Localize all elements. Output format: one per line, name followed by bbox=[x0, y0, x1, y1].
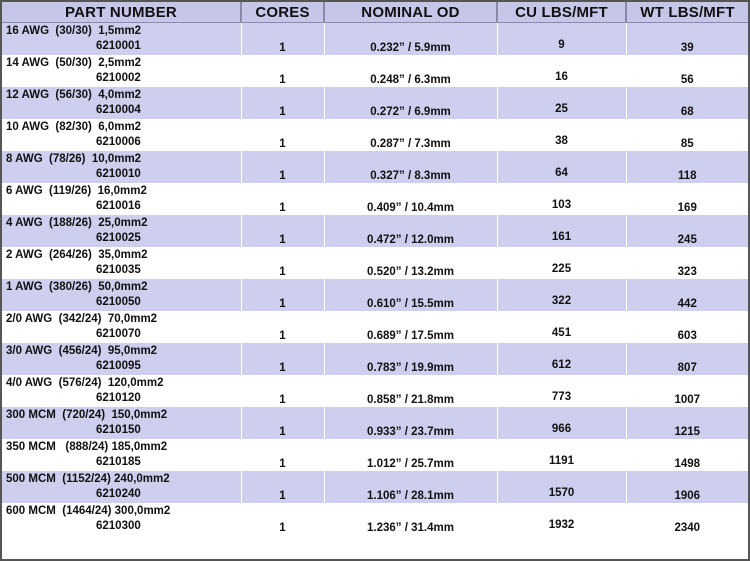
wt-cell bbox=[626, 247, 748, 279]
cu-cell bbox=[497, 503, 626, 535]
cu-cell bbox=[497, 343, 626, 375]
part-number: 6210300 bbox=[96, 520, 141, 532]
od-cell bbox=[324, 471, 497, 503]
table-row bbox=[2, 55, 748, 87]
cores-value: 1 bbox=[279, 458, 286, 470]
cores-cell bbox=[241, 183, 324, 215]
cu-cell bbox=[497, 215, 626, 247]
table-row bbox=[2, 375, 748, 407]
wt-value: 169 bbox=[677, 202, 697, 214]
wt-cell bbox=[626, 311, 748, 343]
cores-value: 1 bbox=[279, 362, 286, 374]
part-number: 6210050 bbox=[96, 296, 141, 308]
part-description: 10 AWG (82/30) 6,0mm2 bbox=[6, 121, 142, 133]
cores-cell bbox=[241, 471, 324, 503]
cores-cell bbox=[241, 407, 324, 439]
od-cell bbox=[324, 311, 497, 343]
cu-value: 1932 bbox=[548, 519, 575, 531]
od-cell bbox=[324, 279, 497, 311]
part-number: 6210004 bbox=[96, 104, 141, 116]
wt-value: 118 bbox=[677, 170, 697, 182]
header-nominal-od: NOMINAL OD bbox=[324, 2, 497, 23]
wt-cell bbox=[626, 407, 748, 439]
cu-cell bbox=[497, 407, 626, 439]
part-number: 6210010 bbox=[96, 168, 141, 180]
part-description: 3/0 AWG (456/24) 95,0mm2 bbox=[6, 345, 158, 357]
part-description: 2 AWG (264/26) 35,0mm2 bbox=[6, 249, 148, 261]
nominal-od-value: 0.472” / 12.0mm bbox=[367, 234, 454, 246]
cu-value: 225 bbox=[551, 263, 572, 275]
cu-cell bbox=[497, 471, 626, 503]
od-cell bbox=[324, 151, 497, 183]
wt-cell bbox=[626, 151, 748, 183]
cores-value: 1 bbox=[279, 266, 286, 278]
wt-value: 56 bbox=[680, 74, 694, 86]
part-cell bbox=[2, 55, 241, 87]
cores-cell bbox=[241, 23, 324, 56]
part-description: 16 AWG (30/30) 1,5mm2 bbox=[6, 25, 142, 37]
cores-cell bbox=[241, 279, 324, 311]
cu-cell bbox=[497, 279, 626, 311]
od-cell bbox=[324, 247, 497, 279]
cores-cell bbox=[241, 375, 324, 407]
header-row bbox=[2, 2, 748, 23]
nominal-od-value: 0.858” / 21.8mm bbox=[367, 394, 454, 406]
wt-value: 1007 bbox=[674, 394, 701, 406]
cu-value: 64 bbox=[555, 167, 568, 179]
cu-value: 103 bbox=[551, 199, 572, 211]
od-cell bbox=[324, 183, 497, 215]
table-row bbox=[2, 279, 748, 311]
cu-cell bbox=[497, 375, 626, 407]
part-number: 6210185 bbox=[96, 456, 141, 468]
wt-value: 2340 bbox=[674, 522, 701, 534]
header-wt-lbs-mft: WT LBS/MFT bbox=[626, 2, 748, 23]
part-number: 6210070 bbox=[96, 328, 141, 340]
wt-value: 1498 bbox=[674, 458, 701, 470]
wt-value: 323 bbox=[677, 266, 697, 278]
header-part-number: PART NUMBER bbox=[2, 2, 241, 23]
od-cell bbox=[324, 503, 497, 535]
cores-value: 1 bbox=[279, 298, 286, 310]
wt-cell bbox=[626, 87, 748, 119]
table-row bbox=[2, 407, 748, 439]
table-body bbox=[2, 23, 748, 536]
table-row bbox=[2, 343, 748, 375]
part-cell bbox=[2, 247, 241, 279]
cu-value: 9 bbox=[558, 39, 565, 51]
cu-cell bbox=[497, 439, 626, 471]
part-number: 6210016 bbox=[96, 200, 141, 212]
cores-cell bbox=[241, 439, 324, 471]
cores-cell bbox=[241, 343, 324, 375]
part-cell bbox=[2, 503, 241, 535]
wt-value: 807 bbox=[677, 362, 697, 374]
wt-cell bbox=[626, 23, 748, 56]
nominal-od-value: 0.783” / 19.9mm bbox=[367, 362, 454, 374]
od-cell bbox=[324, 215, 497, 247]
wt-value: 85 bbox=[680, 138, 694, 150]
part-description: 350 MCM (888/24) 185,0mm2 bbox=[6, 441, 168, 453]
nominal-od-value: 0.232” / 5.9mm bbox=[370, 42, 451, 54]
cu-value: 16 bbox=[555, 71, 568, 83]
table-row bbox=[2, 215, 748, 247]
table-row bbox=[2, 87, 748, 119]
table-row bbox=[2, 119, 748, 151]
wt-cell bbox=[626, 183, 748, 215]
cores-value: 1 bbox=[279, 42, 286, 54]
part-number: 6210095 bbox=[96, 360, 141, 372]
table-row bbox=[2, 311, 748, 343]
part-cell bbox=[2, 279, 241, 311]
nominal-od-value: 0.409” / 10.4mm bbox=[367, 202, 454, 214]
cores-value: 1 bbox=[279, 426, 286, 438]
cores-cell bbox=[241, 215, 324, 247]
wt-value: 603 bbox=[677, 330, 697, 342]
cu-value: 612 bbox=[551, 359, 572, 371]
part-description: 6 AWG (119/26) 16,0mm2 bbox=[6, 185, 147, 197]
cu-value: 161 bbox=[551, 231, 572, 243]
part-description: 2/0 AWG (342/24) 70,0mm2 bbox=[6, 313, 158, 325]
wt-cell bbox=[626, 343, 748, 375]
table-row bbox=[2, 247, 748, 279]
cu-value: 38 bbox=[555, 135, 568, 147]
part-number: 6210002 bbox=[96, 72, 141, 84]
nominal-od-value: 0.610” / 15.5mm bbox=[367, 298, 454, 310]
part-cell bbox=[2, 151, 241, 183]
cu-cell bbox=[497, 311, 626, 343]
table-row bbox=[2, 23, 748, 56]
part-cell bbox=[2, 471, 241, 503]
cu-cell bbox=[497, 23, 626, 56]
wt-cell bbox=[626, 119, 748, 151]
cores-cell bbox=[241, 55, 324, 87]
table-row bbox=[2, 439, 748, 471]
wt-cell bbox=[626, 215, 748, 247]
part-number: 6210120 bbox=[96, 392, 141, 404]
od-cell bbox=[324, 375, 497, 407]
nominal-od-value: 0.248” / 6.3mm bbox=[370, 74, 451, 86]
part-description: 4 AWG (188/26) 25,0mm2 bbox=[6, 217, 148, 229]
part-number: 6210001 bbox=[96, 40, 141, 52]
wt-cell bbox=[626, 471, 748, 503]
cores-value: 1 bbox=[279, 394, 286, 406]
cores-cell bbox=[241, 119, 324, 151]
part-cell bbox=[2, 407, 241, 439]
part-cell bbox=[2, 87, 241, 119]
cores-value: 1 bbox=[279, 490, 286, 502]
cores-value: 1 bbox=[279, 522, 286, 534]
part-cell bbox=[2, 215, 241, 247]
cores-value: 1 bbox=[279, 106, 286, 118]
wt-cell bbox=[626, 503, 748, 535]
cu-value: 966 bbox=[551, 423, 572, 435]
wt-value: 39 bbox=[680, 42, 694, 54]
part-number: 6210025 bbox=[96, 232, 141, 244]
cores-cell bbox=[241, 503, 324, 535]
part-number: 6210035 bbox=[96, 264, 141, 276]
part-number: 6210150 bbox=[96, 424, 141, 436]
header-cu-lbs-mft: CU LBS/MFT bbox=[497, 2, 626, 23]
cores-value: 1 bbox=[279, 170, 286, 182]
part-description: 14 AWG (50/30) 2,5mm2 bbox=[6, 57, 142, 69]
cu-value: 451 bbox=[551, 327, 572, 339]
od-cell bbox=[324, 343, 497, 375]
cu-value: 1570 bbox=[548, 487, 575, 499]
od-cell bbox=[324, 439, 497, 471]
cu-value: 1191 bbox=[549, 455, 574, 467]
part-description: 600 MCM (1464/24) 300,0mm2 bbox=[6, 505, 171, 517]
wt-cell bbox=[626, 279, 748, 311]
cu-cell bbox=[497, 55, 626, 87]
nominal-od-value: 0.689” / 17.5mm bbox=[367, 330, 454, 342]
part-number: 6210240 bbox=[96, 488, 141, 500]
part-cell bbox=[2, 439, 241, 471]
nominal-od-value: 1.236” / 31.4mm bbox=[367, 522, 454, 534]
cores-value: 1 bbox=[279, 234, 286, 246]
table-row bbox=[2, 471, 748, 503]
cores-cell bbox=[241, 247, 324, 279]
table-row bbox=[2, 151, 748, 183]
part-description: 300 MCM (720/24) 150,0mm2 bbox=[6, 409, 168, 421]
wt-value: 442 bbox=[677, 298, 697, 310]
nominal-od-value: 0.287” / 7.3mm bbox=[370, 138, 451, 150]
table-row bbox=[2, 503, 748, 535]
wt-value: 68 bbox=[680, 106, 694, 118]
header-cores: CORES bbox=[241, 2, 324, 23]
nominal-od-value: 1.012” / 25.7mm bbox=[367, 458, 454, 470]
cores-value: 1 bbox=[279, 74, 286, 86]
part-cell bbox=[2, 311, 241, 343]
cu-cell bbox=[497, 247, 626, 279]
cores-cell bbox=[241, 151, 324, 183]
nominal-od-value: 0.520” / 13.2mm bbox=[367, 266, 454, 278]
nominal-od-value: 1.106” / 28.1mm bbox=[367, 490, 454, 502]
wt-cell bbox=[626, 375, 748, 407]
wt-value: 1215 bbox=[674, 426, 701, 438]
part-cell bbox=[2, 23, 241, 56]
wt-cell bbox=[626, 439, 748, 471]
od-cell bbox=[324, 119, 497, 151]
part-description: 8 AWG (78/26) 10,0mm2 bbox=[6, 153, 142, 165]
cu-cell bbox=[497, 87, 626, 119]
od-cell bbox=[324, 55, 497, 87]
cable-spec-table bbox=[2, 2, 748, 535]
cores-value: 1 bbox=[279, 202, 286, 214]
part-description: 1 AWG (380/26) 50,0mm2 bbox=[6, 281, 148, 293]
wt-cell bbox=[626, 55, 748, 87]
wt-value: 245 bbox=[677, 234, 697, 246]
cu-value: 25 bbox=[555, 103, 568, 115]
cores-value: 1 bbox=[279, 330, 286, 342]
part-cell bbox=[2, 183, 241, 215]
nominal-od-value: 0.272” / 6.9mm bbox=[370, 106, 451, 118]
cores-value: 1 bbox=[279, 138, 286, 150]
wt-value: 1906 bbox=[674, 490, 701, 502]
part-cell bbox=[2, 119, 241, 151]
part-number: 6210006 bbox=[96, 136, 141, 148]
nominal-od-value: 0.933” / 23.7mm bbox=[367, 426, 454, 438]
cores-cell bbox=[241, 311, 324, 343]
cores-cell bbox=[241, 87, 324, 119]
cu-cell bbox=[497, 119, 626, 151]
cu-cell bbox=[497, 151, 626, 183]
cu-cell bbox=[497, 183, 626, 215]
part-cell bbox=[2, 375, 241, 407]
table-row bbox=[2, 183, 748, 215]
cu-value: 322 bbox=[551, 295, 572, 307]
od-cell bbox=[324, 407, 497, 439]
od-cell bbox=[324, 23, 497, 56]
part-description: 4/0 AWG (576/24) 120,0mm2 bbox=[6, 377, 164, 389]
cu-value: 773 bbox=[551, 391, 572, 403]
od-cell bbox=[324, 87, 497, 119]
part-cell bbox=[2, 343, 241, 375]
nominal-od-value: 0.327” / 8.3mm bbox=[370, 170, 451, 182]
part-description: 12 AWG (56/30) 4,0mm2 bbox=[6, 89, 142, 101]
part-description: 500 MCM (1152/24) 240,0mm2 bbox=[6, 473, 170, 485]
